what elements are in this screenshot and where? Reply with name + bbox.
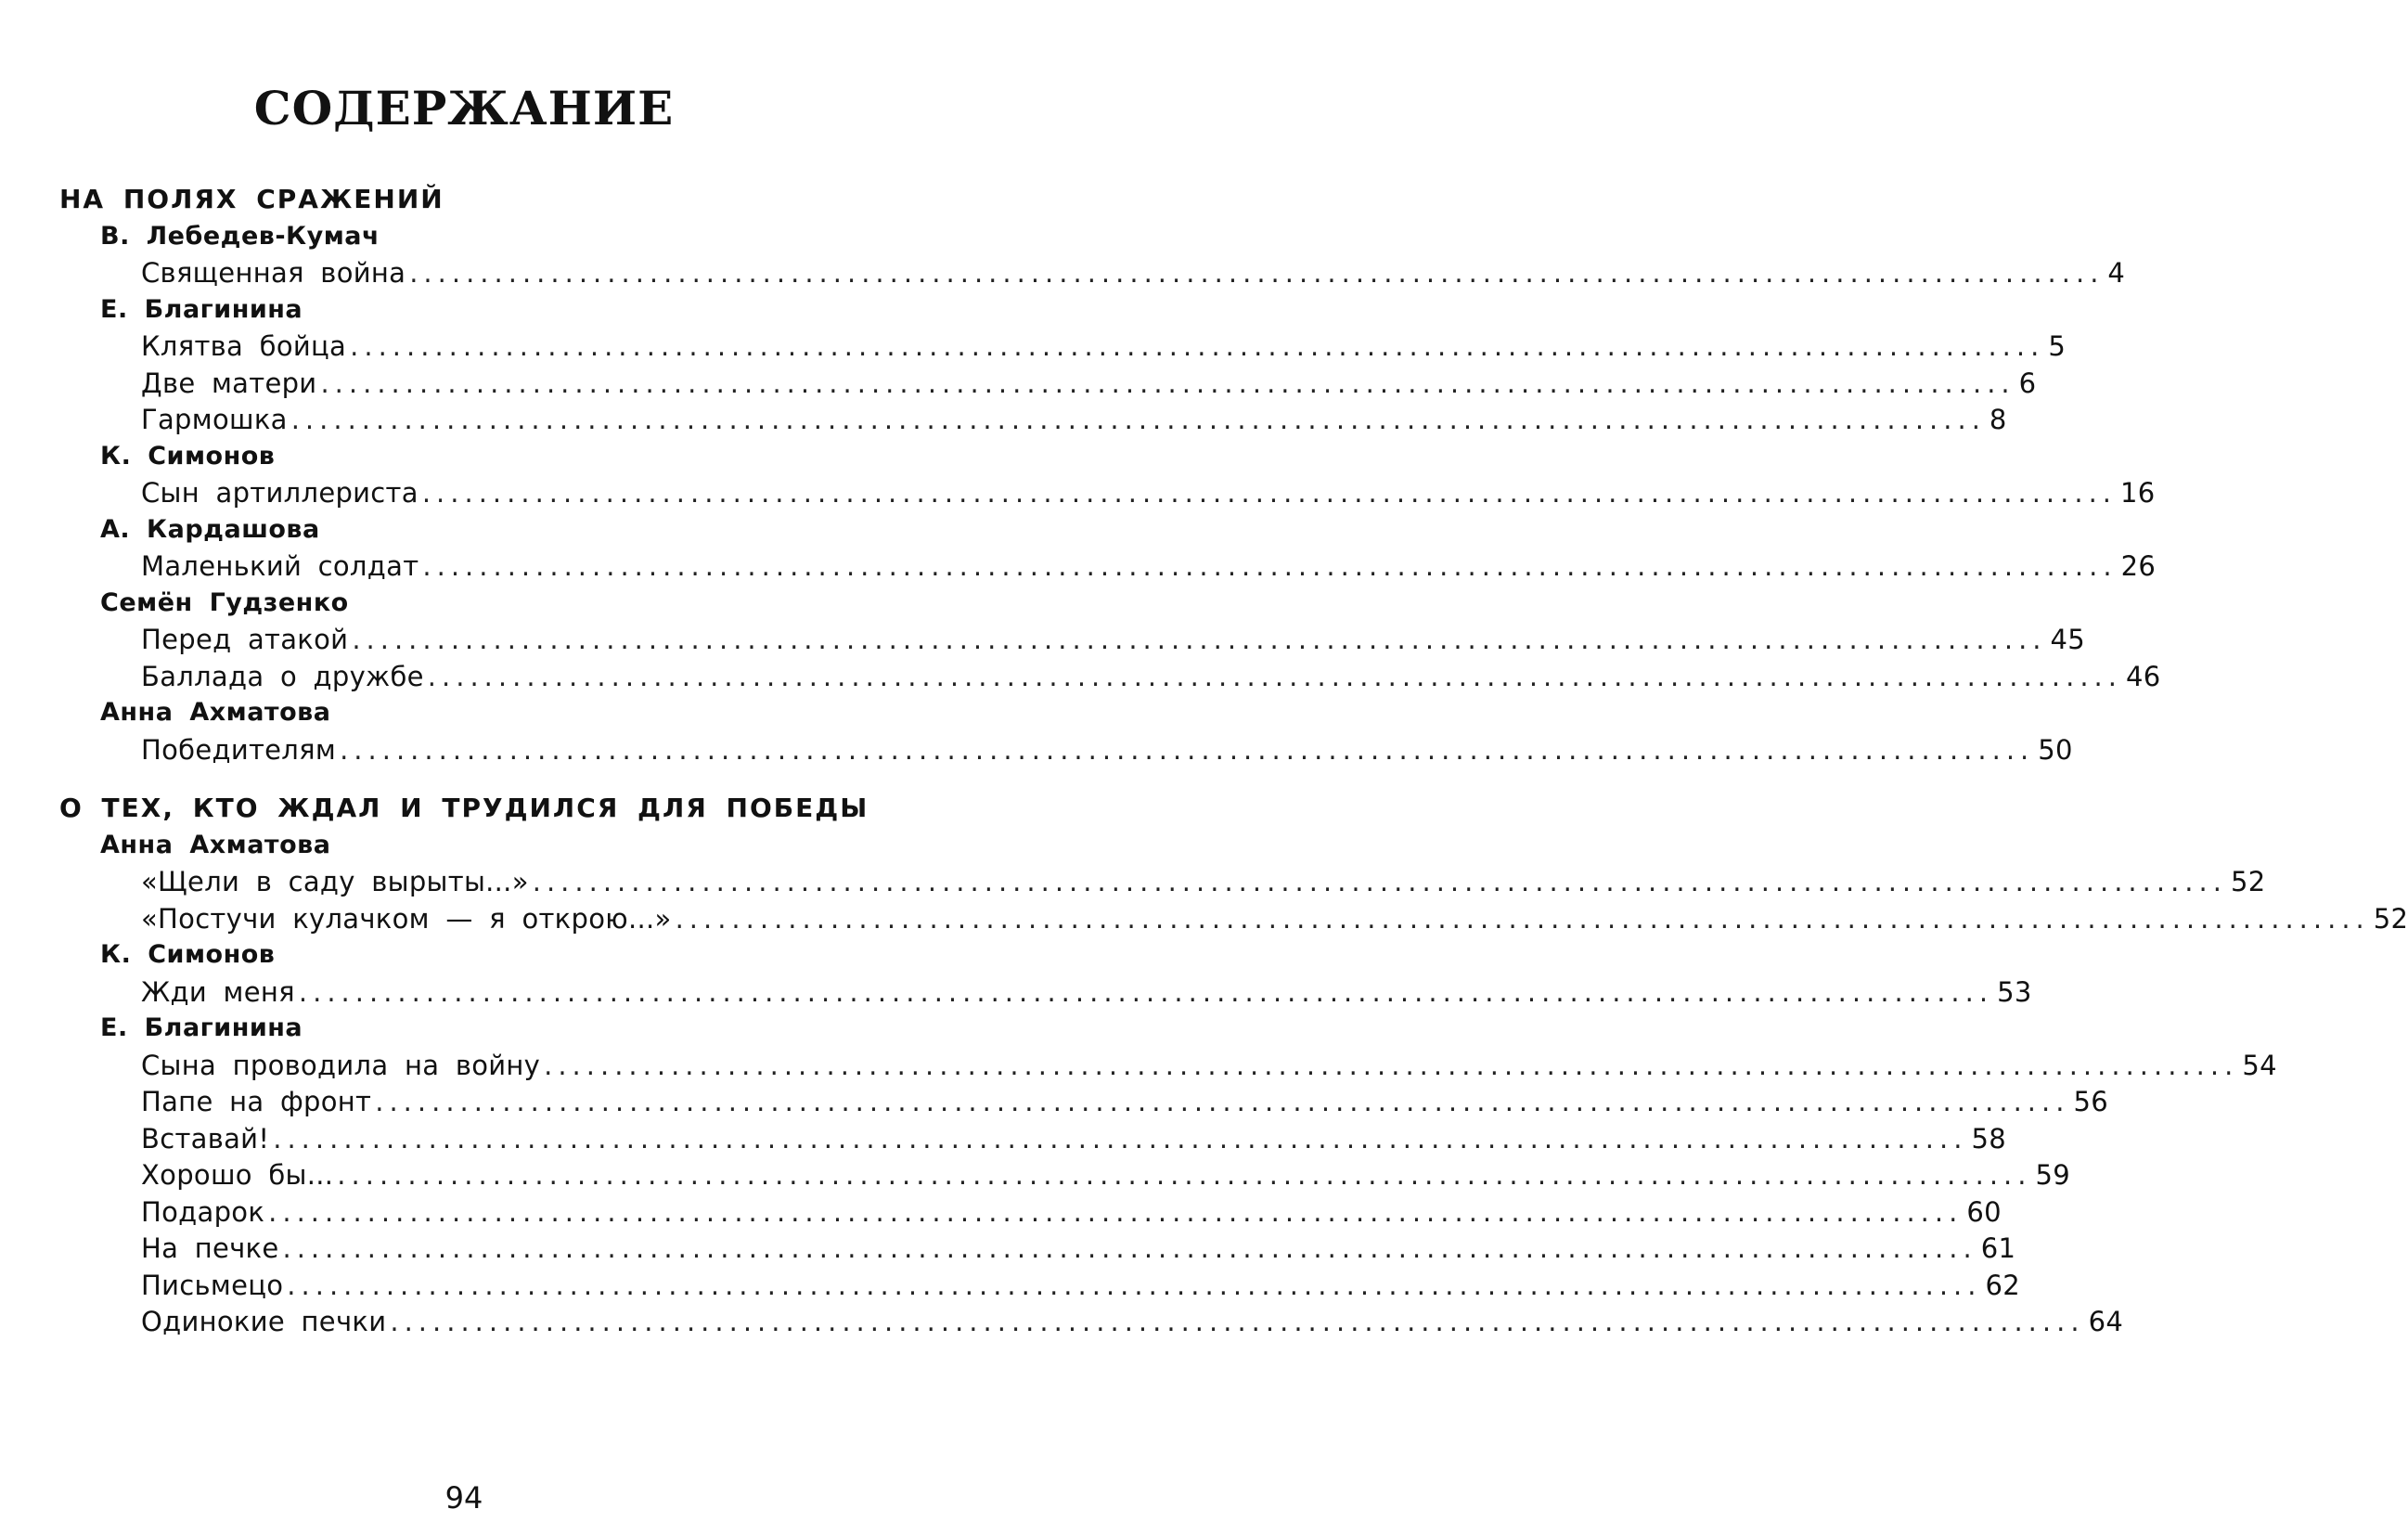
entry-page-number: 64 [2088,1306,2124,1337]
entry-title: Вставай! [141,1123,270,1154]
toc-entry [141,1048,2277,1083]
entry-title: Письмецо [141,1270,284,1301]
entry-title: Перед атакой [141,624,349,655]
entry-title: Гармошка [141,404,288,435]
entry-page-number: 6 [2018,368,2037,399]
toc-entry [141,974,2032,1010]
entry-title: На печке [141,1232,279,1264]
page-number: 94 [444,1480,483,1516]
author-name: Анна Ахматова [100,831,331,859]
entry-page-number: 16 [2120,477,2156,509]
entry-title: Две матери [141,368,317,399]
entry-title: Жди меня [141,976,295,1008]
entry-page-number: 53 [1997,976,2032,1008]
dot-leader: ........................................................................................................................ [375,1086,2070,1117]
toc-entry [141,1121,2006,1156]
entry-page-number: 60 [1966,1196,2002,1228]
entry-title: Сын артиллериста [141,477,419,509]
entry-page-number: 50 [2038,734,2073,766]
entry-title: Папе на фронт [141,1086,372,1117]
entry-page-number: 26 [2120,550,2157,582]
section-heading: О ТЕХ, КТО ЖДАЛ И ТРУДИЛСЯ ДЛЯ ПОБЕДЫ [59,793,869,823]
entry-page-number: 52 [2230,866,2266,897]
toc-entry [141,1268,2021,1303]
toc-entry [141,366,2037,401]
dot-leader: ........................................................................................................................ [409,257,2105,289]
entry-page-number: 56 [2073,1086,2108,1117]
toc-entry [141,1157,2071,1193]
dot-leader: ........................................................................................................................ [298,976,1994,1008]
dot-leader: ........................................................................................................................ [273,1123,1968,1154]
entry-title: Победителям [141,734,337,766]
dot-leader: ........................................................................................................................ [337,1159,2032,1191]
toc-entry [141,255,2126,290]
dot-leader: ........................................................................................................................ [427,661,2122,692]
author-name: К. Симонов [100,442,276,471]
entry-page-number: 4 [2107,257,2126,289]
toc-entry [141,1231,2016,1266]
entry-page-number: 54 [2242,1050,2277,1081]
author-name: Анна Ахматова [100,698,331,727]
entry-title: «Щели в саду вырыты...» [141,866,529,897]
toc-entry [141,548,2157,584]
dot-leader: ........................................................................................................................ [390,1306,2085,1337]
author-name: А. Кардашова [100,515,320,544]
dot-leader: ........................................................................................................................ [268,1196,1964,1228]
entry-title: Хорошо бы... [141,1159,334,1191]
section-heading: НА ПОЛЯХ СРАЖЕНИЙ [59,184,444,214]
entry-title: Сына проводила на войну [141,1050,541,1081]
toc-entry [141,622,2086,657]
entry-page-number: 8 [1989,404,2007,435]
author-name: Семён Гудзенко [100,588,349,617]
toc-entry [141,1304,2124,1339]
dot-leader: ........................................................................................................................ [282,1232,1977,1264]
entry-page-number: 58 [1971,1123,2006,1154]
author-name: Е. Благинина [100,295,303,324]
author-name: К. Симонов [100,940,276,969]
dot-leader: ........................................................................................................................ [320,368,2015,399]
entry-title: Маленький солдат [141,550,419,582]
toc-entry [141,1194,2002,1230]
toc-entry [141,402,2007,437]
author-name: Е. Благинина [100,1013,303,1042]
toc-entry [141,659,2161,694]
toc-entry [141,1084,2108,1119]
toc-entry [141,901,2408,936]
dot-leader: ........................................................................................................................ [544,1050,2239,1081]
entry-title: Подарок [141,1196,265,1228]
entry-page-number: 45 [2050,624,2086,655]
entry-page-number: 59 [2035,1159,2071,1191]
entry-title: Клятва бойца [141,330,347,362]
entry-page-number: 46 [2126,661,2161,692]
toc-entry [141,329,2067,364]
entry-page-number: 52 [2373,903,2408,935]
dot-leader: ........................................................................................................................ [532,866,2227,897]
entry-page-number: 61 [1980,1232,2016,1264]
dot-leader: ........................................................................................................................ [675,903,2370,935]
entry-title: Священная война [141,257,406,289]
dot-leader: ........................................................................................................................ [287,1270,1982,1301]
dot-leader: ........................................................................................................................ [340,734,2035,766]
toc-entry [141,864,2266,899]
entry-page-number: 5 [2048,330,2067,362]
entry-title: Баллада о дружбе [141,661,424,692]
dot-leader: ........................................................................................................................ [422,550,2118,582]
toc-entry [141,475,2156,510]
author-name: В. Лебедев-Кумач [100,222,380,251]
entry-page-number: 62 [1985,1270,2021,1301]
dot-leader: ........................................................................................................................ [290,404,1986,435]
entry-title: Одинокие печки [141,1306,387,1337]
dot-leader: ........................................................................................................................ [350,330,2045,362]
dot-leader: ........................................................................................................................ [352,624,2047,655]
entry-title: «Постучи кулачком — я открою...» [141,903,672,935]
dot-leader: ........................................................................................................................ [421,477,2118,509]
page-title: СОДЕРЖАНИЕ [253,81,675,135]
toc-entry [141,732,2073,768]
